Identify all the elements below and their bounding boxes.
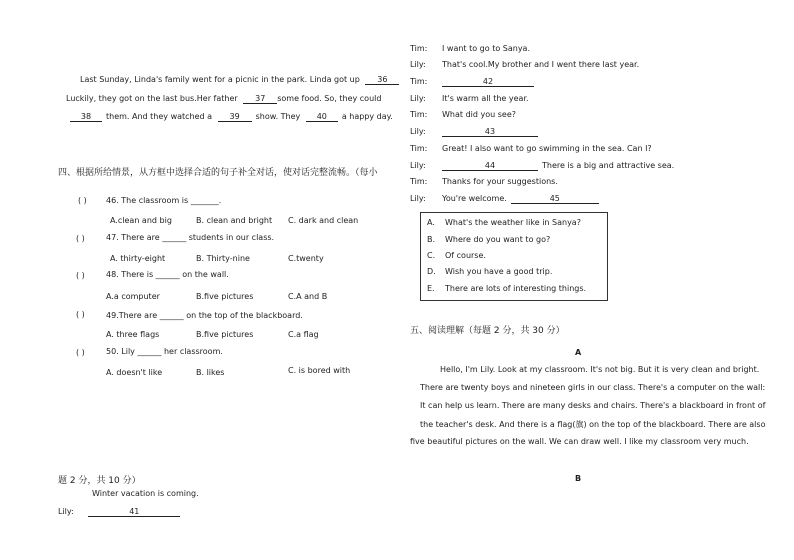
passage-line-1	[80, 75, 399, 85]
answer-paren[interactable]: ( )	[76, 348, 85, 357]
reading-line: five beautiful pictures on the wall. We can draw well. I like my classroom very much.	[410, 437, 749, 446]
speaker-label: Lily:	[410, 127, 426, 136]
dialog-text: Great! I also want to go swimming in the sea. Can I?	[442, 144, 652, 153]
option-a: A.clean and big	[110, 216, 172, 225]
speaker-label: Tim:	[410, 177, 428, 186]
blank-40: 40	[306, 112, 338, 122]
dialog-row	[410, 144, 652, 153]
option-row	[427, 284, 586, 293]
speaker-label: Lily:	[58, 507, 74, 516]
reading-line: There are twenty boys and nineteen girls in our class. There's a computer on the wall:	[420, 383, 766, 392]
passage-text: a happy day.	[341, 112, 393, 121]
option-a: A. doesn't like	[106, 368, 163, 377]
dialog-row	[410, 77, 534, 87]
dialog-row	[410, 177, 558, 186]
passage-text: Luckily, they got on the last bus.Her father	[66, 94, 238, 103]
section-4-heading-cont: 题 2 分，共 10 分）	[58, 476, 141, 486]
question-stem: 47. There are ______ students in our class.	[106, 233, 275, 242]
speaker-label: Tim:	[410, 144, 428, 153]
option-letter: E.	[427, 284, 435, 293]
question-stem: 46. The classroom is _______.	[106, 196, 222, 205]
passage-text: Last Sunday, Linda's family went for a picnic in the park. Linda got up	[80, 75, 360, 84]
blank-36: 36	[365, 75, 399, 85]
blank-42[interactable]: 42	[442, 77, 534, 87]
dialog-text: What did you see?	[442, 110, 516, 119]
answer-paren[interactable]: ( )	[76, 271, 85, 280]
speaker-label: Lily:	[410, 194, 426, 203]
section-4-heading: 四、根据所给情景，从方框中选择合适的句子补全对话，使对话完整流畅。（每小	[58, 168, 378, 178]
dialog-intro: Winter vacation is coming.	[92, 489, 199, 498]
answer-paren[interactable]: ( )	[76, 234, 85, 243]
speaker-label: Lily:	[410, 94, 426, 103]
options-box	[420, 212, 608, 301]
dialog-row	[410, 110, 516, 119]
option-letter: D.	[427, 267, 436, 276]
dialog-text: That's cool.My brother and I went there last year.	[442, 60, 640, 69]
passage-text: them. And they watched a	[106, 112, 213, 121]
reading-line: It can help us learn. There are many desks and chairs. There's a blackboard in front of	[420, 401, 766, 410]
question-stem: 48. There is ______ on the wall.	[106, 270, 229, 279]
blank-38: 38	[70, 112, 102, 122]
option-c: C.A and B	[288, 292, 328, 301]
dialog-text: You're welcome.	[442, 194, 507, 203]
option-text: What's the weather like in Sanya?	[445, 218, 581, 227]
dialog-text: I want to go to Sanya.	[442, 44, 530, 53]
passage-line-3	[70, 112, 393, 122]
option-row	[427, 251, 486, 260]
dialog-row	[410, 127, 538, 137]
passage-text: show. They	[255, 112, 301, 121]
dialog-text: Thanks for your suggestions.	[442, 177, 558, 186]
speaker-label: Lily:	[410, 161, 426, 170]
part-a-label: A	[575, 348, 582, 357]
speaker-label: Tim:	[410, 44, 428, 53]
speaker-label: Lily:	[410, 60, 426, 69]
section-5-heading: 五、阅读理解（每题 2 分，共 30 分）	[410, 326, 565, 336]
answer-paren[interactable]: ( )	[78, 196, 87, 205]
option-c: C. is bored with	[288, 366, 351, 375]
dialog-row	[410, 94, 529, 103]
speaker-label: Tim:	[410, 77, 428, 86]
option-a: A. thirty-eight	[110, 254, 166, 263]
question-stem: 50. Lily ______ her classroom.	[106, 347, 223, 356]
option-b: B. clean and bright	[196, 216, 273, 225]
dialog-text: There is a big and attractive sea.	[542, 161, 675, 170]
option-row	[427, 218, 581, 227]
option-row	[427, 267, 552, 276]
reading-line: the teacher's desk. And there is a flag(旗) on the top of the blackboard. There are also	[420, 420, 766, 429]
dialog-row	[410, 44, 530, 53]
dialog-row	[410, 60, 639, 69]
option-c: C. dark and clean	[288, 216, 359, 225]
blank-43[interactable]: 43	[442, 127, 538, 137]
question-stem: 49.There are ______ on the top of the blackboard.	[106, 311, 303, 320]
option-c: C.a flag	[288, 330, 319, 339]
passage-line-2	[66, 94, 381, 104]
option-letter: B.	[427, 235, 436, 244]
option-text: Wish you have a good trip.	[445, 267, 553, 276]
dialog-row	[410, 194, 599, 204]
blank-41[interactable]: 41	[88, 507, 180, 517]
option-letter: C.	[427, 251, 436, 260]
dialog-line-41	[58, 507, 180, 517]
passage-text: some food. So, they could	[277, 94, 382, 103]
blank-39: 39	[218, 112, 252, 122]
blank-37: 37	[243, 94, 277, 104]
option-c: C.twenty	[288, 254, 324, 263]
option-text: There are lots of interesting things.	[445, 284, 587, 293]
dialog-row	[410, 161, 674, 171]
reading-line: Hello, I'm Lily. Look at my classroom. It's not big. But it is very clean and bright.	[440, 365, 760, 374]
option-a: A. three flags	[106, 330, 160, 339]
answer-paren[interactable]: ( )	[76, 310, 85, 319]
option-text: Where do you want to go?	[445, 235, 551, 244]
dialog-text: It's warm all the year.	[442, 94, 529, 103]
option-b: B.five pictures	[196, 330, 254, 339]
option-b: B. likes	[196, 368, 225, 377]
option-row	[427, 235, 550, 244]
part-b-label: B	[575, 474, 582, 483]
speaker-label: Tim:	[410, 110, 428, 119]
option-a: A.a computer	[106, 292, 160, 301]
option-b: B. Thirty-nine	[196, 254, 250, 263]
option-b: B.five pictures	[196, 292, 254, 301]
option-text: Of course.	[445, 251, 486, 260]
blank-45[interactable]: 45	[511, 194, 599, 204]
option-letter: A.	[427, 218, 435, 227]
blank-44[interactable]: 44	[442, 161, 538, 171]
